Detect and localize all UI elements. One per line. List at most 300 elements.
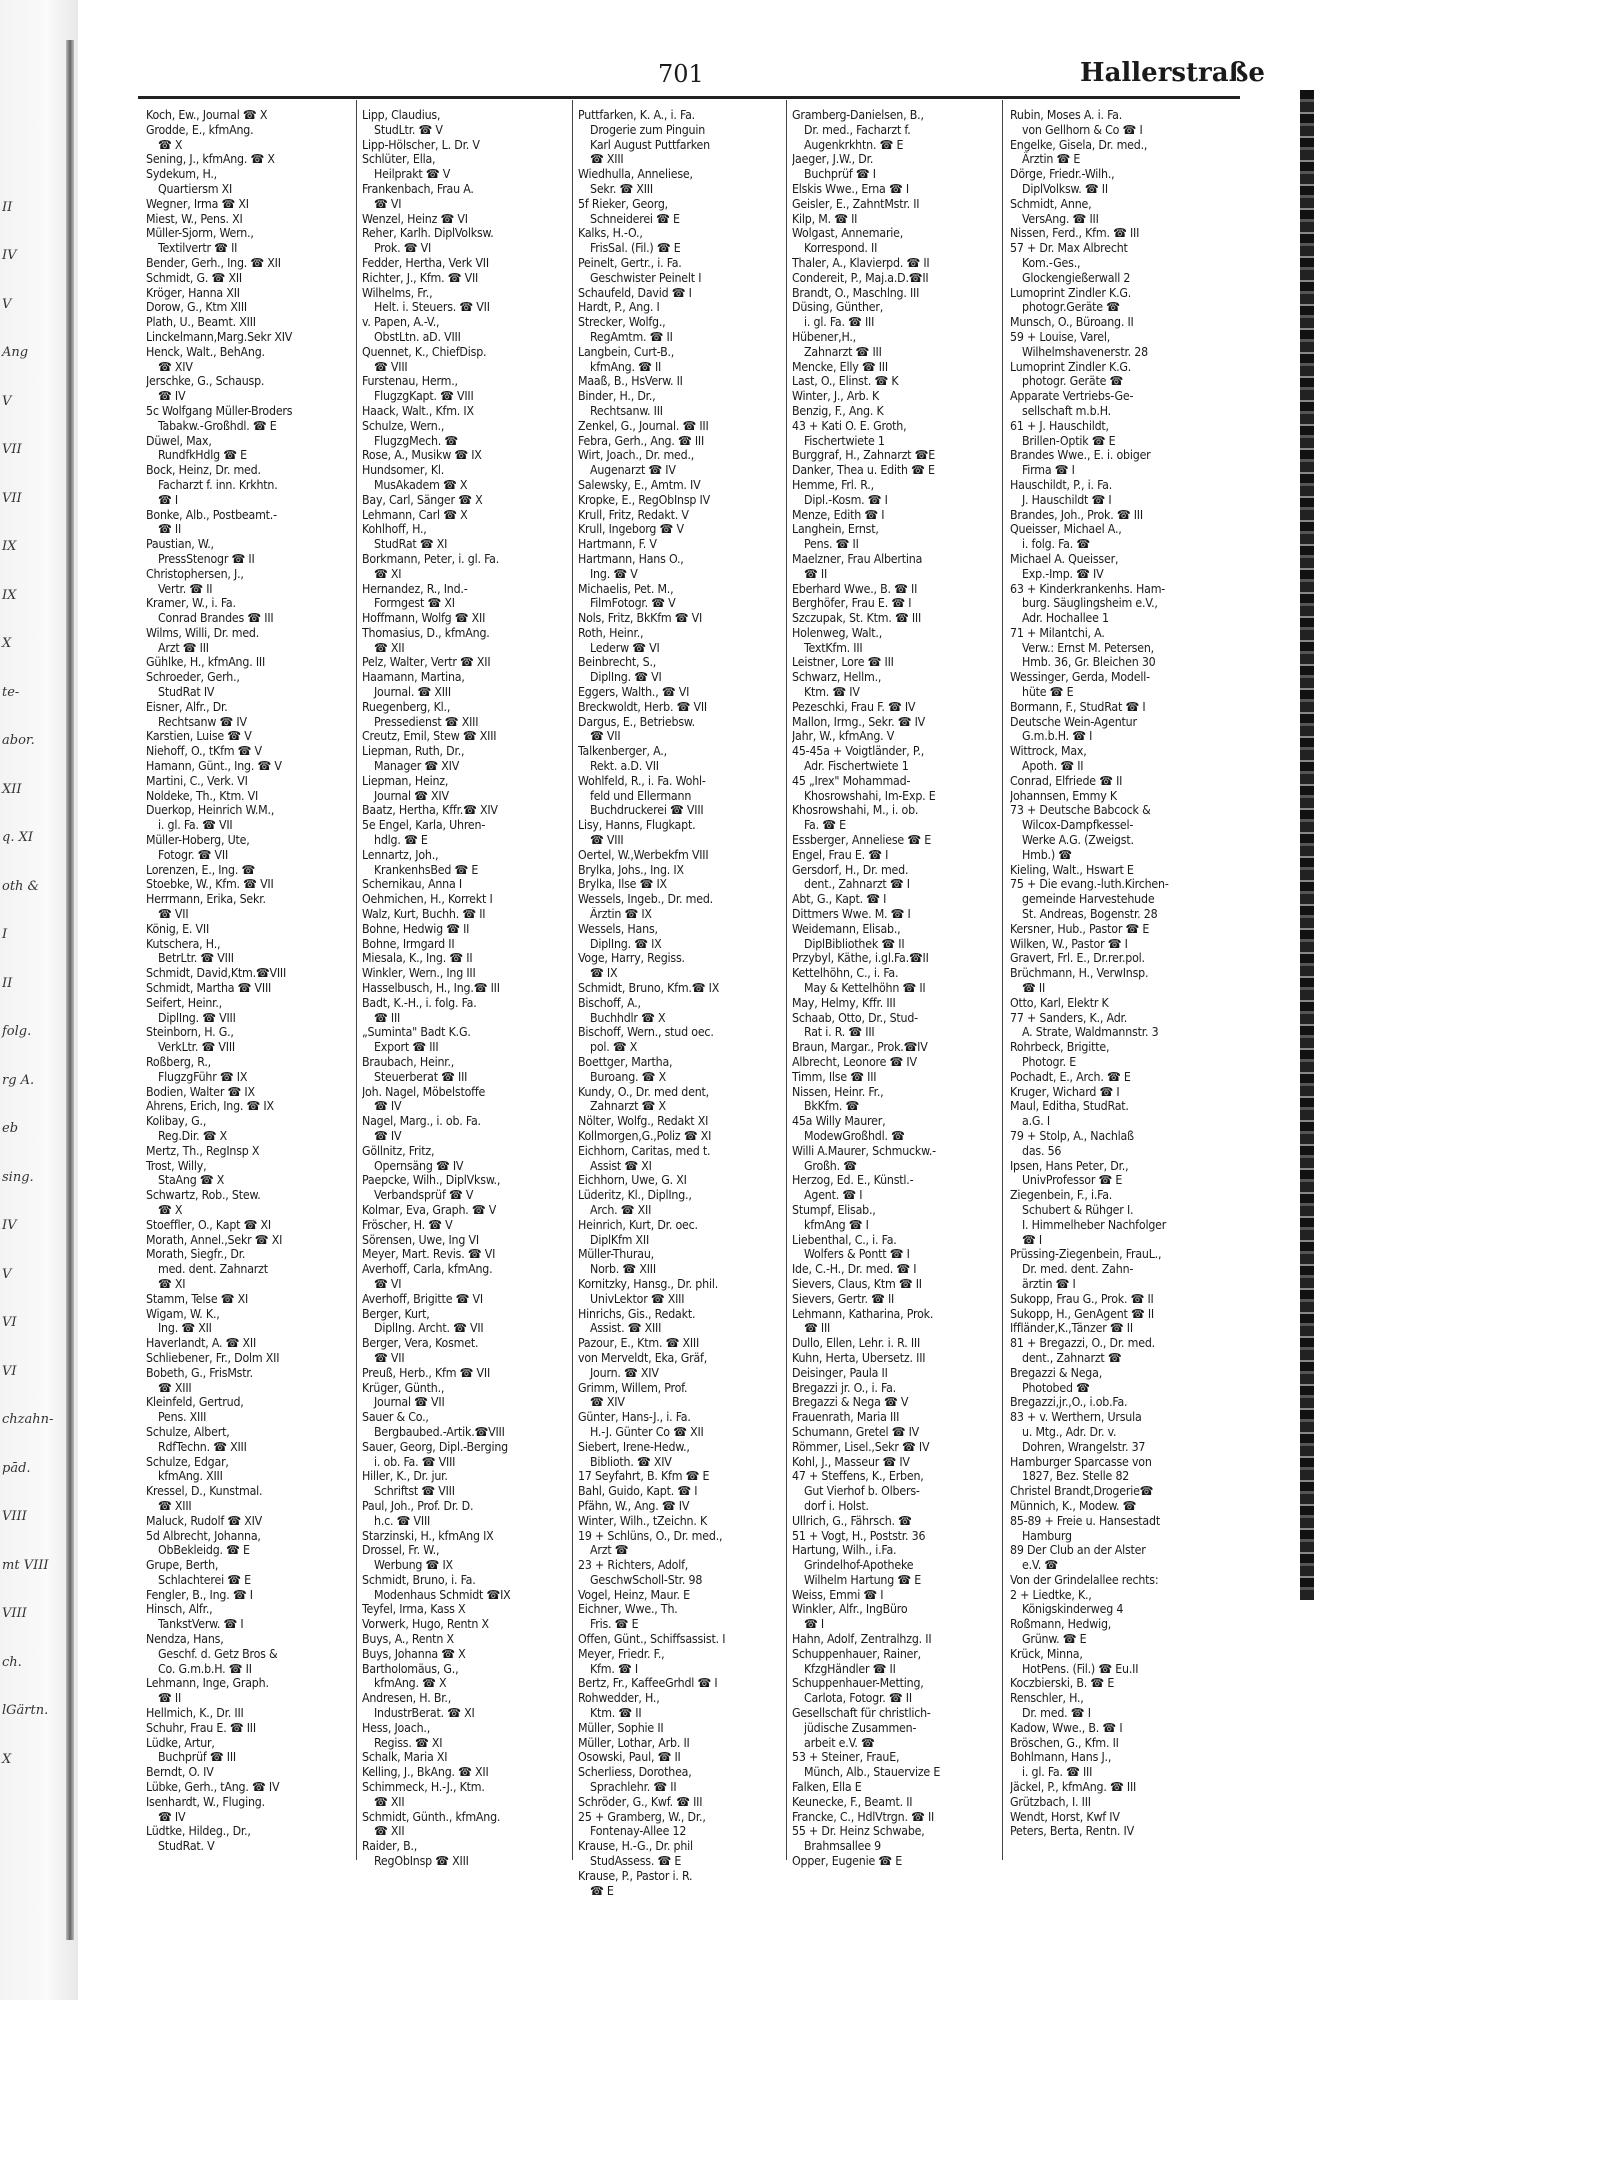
directory-entry: Jäckel, P., kfmAng. ☎ III xyxy=(1010,1780,1137,1795)
previous-page-fragment: lGärtn. xyxy=(2,1703,49,1719)
directory-entry: Benzig, F., Ang. K xyxy=(792,403,884,418)
directory-entry: 89 Der Club an der Alster xyxy=(1010,1543,1146,1558)
directory-entry: Schaufeld, David ☎ I xyxy=(578,285,692,300)
directory-entry: Seifert, Heinr., xyxy=(146,995,222,1010)
previous-page-fragment: IX xyxy=(2,587,17,603)
previous-page-fragment: rg A. xyxy=(2,1072,35,1088)
directory-entry: Albrecht, Leonore ☎ IV xyxy=(792,1055,917,1069)
directory-entry: Conrad Brandes ☎ III xyxy=(158,611,274,626)
directory-entry: StaAng ☎ X xyxy=(158,1173,225,1188)
directory-entry: 45 „Irex" Mohammad- xyxy=(792,773,911,788)
directory-entry: Haverlandt, A. ☎ XII xyxy=(146,1336,257,1351)
directory-entry: Pochadt, E., Arch. ☎ E xyxy=(1010,1069,1131,1084)
directory-entry: Bregazzi jr. O., i. Fa. xyxy=(792,1380,896,1395)
directory-entry: Ruegenberg, Kl., xyxy=(362,699,451,714)
directory-entry: Dorow, G., Ktm XIII xyxy=(146,300,247,315)
directory-entry: Hmb.) ☎ xyxy=(1022,847,1072,862)
directory-entry: 23 + Richters, Adolf, xyxy=(578,1558,689,1573)
directory-entry: VersAng. ☎ III xyxy=(1022,211,1099,226)
directory-entry: Krull, Ingeborg ☎ V xyxy=(578,522,684,537)
directory-entry: Buchprüf ☎ III xyxy=(158,1750,236,1765)
directory-entry: Plath, U., Beamt. XIII xyxy=(146,315,256,330)
directory-entry: A. Strate, Waldmannstr. 3 xyxy=(1022,1025,1159,1040)
directory-entry: StudAssess. ☎ E xyxy=(590,1854,682,1869)
directory-entry: Ärztin ☎ E xyxy=(1022,152,1081,167)
directory-entry: Bergbaubed.-Artik.☎VIII xyxy=(374,1424,505,1439)
directory-entry: May, Helmy, Kffr. III xyxy=(792,995,896,1010)
directory-entry: Badt, K.-H., i. folg. Fa. xyxy=(362,995,477,1010)
directory-column-5 xyxy=(1010,108,1236,1839)
directory-entry: ☎ IV xyxy=(158,1809,186,1824)
directory-entry: Grünw. ☎ E xyxy=(1022,1632,1087,1647)
directory-entry: Kuhn, Herta, Ubersetz. III xyxy=(792,1350,926,1365)
directory-entry: 5f Rieker, Georg, xyxy=(578,196,668,211)
directory-entry: Kramer, W., i. Fa. xyxy=(146,596,236,611)
directory-entry: Holenweg, Walt., xyxy=(792,625,883,640)
directory-entry: Keunecke, F., Beamt. II xyxy=(792,1794,913,1809)
directory-entry: Morath, Siegfr., Dr. xyxy=(146,1247,246,1262)
directory-entry: Meyer, Friedr. F., xyxy=(578,1646,665,1661)
directory-entry: Timm, Ilse ☎ III xyxy=(792,1069,877,1084)
directory-entry: Rat i. R. ☎ III xyxy=(804,1025,875,1040)
directory-entry: Winkler, Alfr., IngBüro xyxy=(792,1602,908,1617)
directory-entry: MusAkadem ☎ X xyxy=(374,477,468,492)
directory-entry: Sukopp, H., GenAgent ☎ II xyxy=(1010,1306,1154,1321)
directory-entry: Schroeder, Gerh., xyxy=(146,670,240,685)
directory-entry: Koch, Ew., Journal ☎ X xyxy=(146,108,268,122)
directory-entry: Niehoff, O., tKfm ☎ V xyxy=(146,744,262,759)
directory-entry: Khosrowshahi, Im-Exp. E xyxy=(804,788,936,803)
directory-entry: Berndt, O. IV xyxy=(146,1765,214,1780)
directory-entry: Fischertwiete 1 xyxy=(804,433,885,448)
directory-entry: Hiller, K., Dr. jur. xyxy=(362,1469,448,1484)
directory-entry: Rechtsanw ☎ IV xyxy=(158,714,247,729)
directory-entry: Engelke, Gisela, Dr. med., xyxy=(1010,137,1148,152)
directory-entry: ☎ VII xyxy=(158,907,189,922)
directory-entry: Manager ☎ XIV xyxy=(374,759,460,774)
directory-entry: Francke, C., HdlVtrgn. ☎ II xyxy=(792,1809,935,1824)
directory-entry: photogr. Geräte ☎ xyxy=(1022,374,1124,389)
directory-entry: Szczupak, St. Ktm. ☎ III xyxy=(792,611,922,626)
directory-entry: KrankenhsBed ☎ E xyxy=(374,862,479,877)
previous-page-fragment: IV xyxy=(2,1218,17,1234)
directory-entry: Sening, J., kfmAng. ☎ X xyxy=(146,152,275,167)
directory-entry: Prüssing-Ziegenbein, FrauL., xyxy=(1010,1247,1162,1262)
directory-entry: Fris. ☎ E xyxy=(590,1617,639,1632)
directory-entry: Nendza, Hans, xyxy=(146,1632,224,1647)
directory-entry: FlugzgMech. ☎ xyxy=(374,433,458,448)
directory-entry: Journ. ☎ XIV xyxy=(590,1365,659,1380)
directory-entry: Augenkrkhtn. ☎ E xyxy=(804,137,904,152)
directory-entry: Morath, Annel.,Sekr ☎ XI xyxy=(146,1232,283,1247)
directory-entry: Ahrens, Erich, Ing. ☎ IX xyxy=(146,1099,274,1114)
previous-page-fragment: II xyxy=(2,975,13,991)
directory-entry: 83 + v. Werthern, Ursula xyxy=(1010,1410,1142,1425)
directory-entry: BkKfm. ☎ xyxy=(804,1099,860,1114)
directory-entry: „Suminta" Badt K.G. xyxy=(362,1025,471,1040)
directory-entry: Sydekum, H., xyxy=(146,167,217,182)
directory-entry: StudLtr. ☎ V xyxy=(374,122,443,137)
previous-page-fragment: X xyxy=(2,636,12,652)
directory-entry: ☎ IV xyxy=(374,1128,402,1143)
directory-entry: Maluck, Rudolf ☎ XIV xyxy=(146,1513,263,1528)
directory-entry: Kundy, O., Dr. med dent, xyxy=(578,1084,709,1099)
directory-entry: Conrad, Elfriede ☎ II xyxy=(1010,773,1123,788)
previous-page-fragment: II xyxy=(2,200,13,215)
directory-entry: Teyfel, Irma, Kass X xyxy=(362,1602,466,1617)
directory-entry: Bregazzi & Nega ☎ V xyxy=(792,1395,909,1410)
directory-entry: I. Himmelheber Nachfolger xyxy=(1022,1217,1167,1232)
directory-entry: Römmer, Lisel.,Sekr ☎ IV xyxy=(792,1439,930,1454)
directory-entry: Kilp, M. ☎ II xyxy=(792,211,858,226)
directory-entry: Reher, Karlh. DiplVolksw. xyxy=(362,226,494,241)
directory-entry: Hahn, Adolf, Zentralhzg. II xyxy=(792,1632,932,1647)
directory-entry: Sörensen, Uwe, Ing VI xyxy=(362,1232,479,1247)
directory-entry: Hess, Joach., xyxy=(362,1720,431,1735)
directory-entry: Lüdke, Artur, xyxy=(146,1735,215,1750)
directory-entry: Willi A.Maurer, Schmuckw.- xyxy=(792,1143,936,1158)
directory-entry: Stamm, Telse ☎ XI xyxy=(146,1291,249,1306)
directory-entry: Bregazzi,jr.,O., i.ob.Fa. xyxy=(1010,1395,1128,1410)
directory-entry: Paul, Joh., Prof. Dr. D. xyxy=(362,1498,474,1513)
directory-entry: GeschwScholl-Str. 98 xyxy=(590,1572,703,1587)
directory-entry: Pelz, Walter, Vertr ☎ XII xyxy=(362,655,491,670)
directory-entry: Fröscher, H. ☎ V xyxy=(362,1217,453,1232)
directory-entry: Fengler, B., Ing. ☎ I xyxy=(146,1587,253,1602)
directory-entry: Bertz, Fr., KaffeeGrhdl ☎ I xyxy=(578,1676,718,1691)
directory-entry: Langbein, Curt-B., xyxy=(578,344,675,359)
scan-edge-marks xyxy=(1300,90,1314,1600)
directory-entry: Grupe, Berth, xyxy=(146,1558,219,1573)
directory-entry: BetrLtr. ☎ VIII xyxy=(158,951,234,966)
directory-entry: Bröschen, G., Kfm. II xyxy=(1010,1735,1119,1750)
directory-entry: UnivLektor ☎ XIII xyxy=(590,1291,685,1306)
directory-entry: Herzog, Ed. E., Künstl.- xyxy=(792,1173,914,1188)
directory-entry: Winter, J., Arb. K xyxy=(792,389,880,404)
directory-entry: DiplIng. ☎ VI xyxy=(590,670,662,685)
directory-entry: jüdische Zusammen- xyxy=(804,1720,917,1735)
previous-page-fragment: sing. xyxy=(2,1169,34,1185)
directory-entry: Brahmsallee 9 xyxy=(804,1839,881,1854)
directory-entry: Ktm. ☎ II xyxy=(590,1706,642,1721)
directory-entry: ☎ XIII xyxy=(158,1498,192,1513)
directory-entry: kfmAng. ☎ II xyxy=(590,359,662,374)
directory-entry: Schernikau, Anna I xyxy=(362,877,462,892)
directory-entry: ärztin ☎ I xyxy=(1022,1276,1076,1291)
directory-entry: Kolibay, G., xyxy=(146,1114,207,1129)
directory-entry: kfmAng ☎ I xyxy=(804,1217,869,1232)
directory-entry: ☎ XIII xyxy=(590,152,624,167)
directory-entry: Ipsen, Hans Peter, Dr., xyxy=(1010,1158,1129,1173)
directory-entry: Buys, Johanna ☎ X xyxy=(362,1646,466,1661)
directory-entry: Munsch, O., Büroang. II xyxy=(1010,315,1134,330)
directory-entry: Schimmeck, H.-J., Ktm. xyxy=(362,1780,485,1795)
directory-entry: Scherliess, Dorothea, xyxy=(578,1765,692,1780)
directory-entry: Furstenau, Herm., xyxy=(362,374,458,389)
directory-entry: Christel Brandt,Drogerie☎ xyxy=(1010,1484,1154,1499)
directory-entry: Abt, G., Kapt. ☎ I xyxy=(792,892,887,907)
directory-entry: Schlachterei ☎ E xyxy=(158,1572,251,1587)
directory-entry: gemeinde Harvestehude xyxy=(1022,892,1155,907)
directory-entry: Brylka, Ilse ☎ IX xyxy=(578,877,667,892)
directory-entry: Kettelhöhn, C., i. Fa. xyxy=(792,966,899,981)
directory-entry: Schliebener, Fr., Dolm XII xyxy=(146,1350,280,1365)
directory-entry: Dullo, Ellen, Lehr. i. R. III xyxy=(792,1336,921,1351)
directory-entry: Regiss. ☎ XI xyxy=(374,1735,443,1750)
directory-entry: IndustrBerat. ☎ XI xyxy=(374,1706,475,1721)
directory-entry: Schuhr, Frau E. ☎ III xyxy=(146,1720,256,1735)
directory-entry: Nölter, Wolfg., Redakt XI xyxy=(578,1114,709,1129)
directory-entry: Engel, Frau E. ☎ I xyxy=(792,847,889,862)
directory-entry: Khosrowshahi, M., i. ob. xyxy=(792,803,919,818)
directory-entry: Hmb. 36, Gr. Bleichen 30 xyxy=(1022,655,1156,670)
directory-entry: sellschaft m.b.H. xyxy=(1022,403,1111,418)
directory-entry: Salewsky, E., Amtm. IV xyxy=(578,477,701,492)
directory-entry: Gühlke, H., kfmAng. III xyxy=(146,655,266,670)
directory-entry: Rubin, Moses A. i. Fa. xyxy=(1010,108,1123,122)
directory-entry: Paustian, W., xyxy=(146,537,214,552)
directory-entry: ☎ IV xyxy=(374,1099,402,1114)
directory-entry: Deisinger, Paula II xyxy=(792,1365,888,1380)
directory-entry: Borkmann, Peter, i. gl. Fa. xyxy=(362,551,500,566)
directory-entry: Zenkel, G., Journal. ☎ III xyxy=(578,418,709,433)
directory-entry: Krause, P., Pastor i. R. xyxy=(578,1868,693,1883)
directory-entry: Augenarzt ☎ IV xyxy=(590,463,676,478)
directory-entry: Maaß, B., HsVerw. II xyxy=(578,374,683,389)
directory-entry: Vorwerk, Hugo, Rentn X xyxy=(362,1617,489,1632)
directory-entry: ☎ IV xyxy=(158,389,186,404)
directory-entry: Grodde, E., kfmAng. xyxy=(146,122,254,137)
directory-entry: Dr. med. dent. Zahn- xyxy=(1022,1262,1134,1277)
directory-entry: Bischoff, A., xyxy=(578,995,641,1010)
directory-entry: Bender, Gerh., Ing. ☎ XII xyxy=(146,255,281,270)
directory-entry: Gut Vierhof b. Olbers- xyxy=(804,1484,920,1499)
directory-entry: Ing. ☎ V xyxy=(590,566,638,581)
directory-entry: med. dent. Zahnarzt xyxy=(158,1262,268,1277)
directory-column-3 xyxy=(578,108,790,1898)
directory-entry: photogr.Geräte ☎ xyxy=(1022,300,1120,315)
directory-entry: Johannsen, Emmy K xyxy=(1010,788,1117,803)
directory-entry: Roßmann, Hedwig, xyxy=(1010,1617,1112,1632)
directory-entry: 17 Seyfahrt, B. Kfm ☎ E xyxy=(578,1469,710,1484)
directory-entry: Müller-Hoberg, Ute, xyxy=(146,833,250,848)
directory-entry: Zahnarzt ☎ X xyxy=(590,1099,666,1114)
directory-entry: v. Papen, A.-V., xyxy=(362,315,440,330)
directory-entry: Michael A. Queisser, xyxy=(1010,551,1119,566)
directory-entry: Meyer, Mart. Revis. ☎ VI xyxy=(362,1247,496,1262)
directory-entry: von Merveldt, Eka, Gräf, xyxy=(578,1350,708,1365)
directory-entry: Bock, Heinz, Dr. med. xyxy=(146,463,261,478)
directory-entry: ☎ III xyxy=(804,1321,831,1336)
previous-page-fragment: mt VIII xyxy=(2,1557,49,1573)
directory-entry: Wessinger, Gerda, Modell- xyxy=(1010,670,1150,685)
directory-entry: Stoebke, W., Kfm. ☎ VII xyxy=(146,877,274,892)
directory-entry: RegObInsp ☎ XIII xyxy=(374,1854,469,1869)
directory-entry: Schulze, Wern., xyxy=(362,418,445,433)
previous-page-fragment: IV xyxy=(2,248,17,264)
directory-entry: FlugzgKapt. ☎ VIII xyxy=(374,389,474,404)
directory-entry: Gesellschaft für christlich- xyxy=(792,1706,931,1721)
directory-entry: Gersdorf, H., Dr. med. xyxy=(792,862,909,877)
directory-entry: Apparate Vertriebs-Ge- xyxy=(1010,389,1134,404)
directory-entry: Quennet, K., ChiefDisp. xyxy=(362,344,487,359)
directory-entry: Christophersen, J., xyxy=(146,566,244,581)
directory-entry: Haamann, Martina, xyxy=(362,670,465,685)
directory-entry: Iffländer,K.,Tänzer ☎ II xyxy=(1010,1321,1133,1336)
directory-entry: Buroang. ☎ X xyxy=(590,1069,666,1084)
directory-entry: FrisSal. (Fil.) ☎ E xyxy=(590,241,681,256)
directory-entry: Ziegenbein, F., i.Fa. xyxy=(1010,1188,1113,1203)
directory-entry: Karstien, Luise ☎ V xyxy=(146,729,252,744)
directory-entry: Trost, Willy, xyxy=(146,1158,207,1173)
directory-entry: Ullrich, G., Fährsch. ☎ xyxy=(792,1513,912,1528)
directory-entry: Dittmers Wwe. M. ☎ I xyxy=(792,907,911,922)
directory-entry: Andresen, H. Br., xyxy=(362,1691,452,1706)
directory-entry: Elskis Wwe., Erna ☎ I xyxy=(792,181,909,196)
directory-entry: Puttfarken, K. A., i. Fa. xyxy=(578,108,695,122)
directory-entry: Lumoprint Zindler K.G. xyxy=(1010,359,1132,374)
directory-entry: Brandes Wwe., E. i. obiger xyxy=(1010,448,1151,463)
directory-entry: Ing. ☎ XII xyxy=(158,1321,212,1336)
directory-entry: Liepman, Ruth, Dr., xyxy=(362,744,465,759)
directory-entry: Kadow, Wwe., B. ☎ I xyxy=(1010,1720,1123,1735)
directory-entry: 5d Albrecht, Johanna, xyxy=(146,1528,261,1543)
directory-entry: Dohren, Wrangelstr. 37 xyxy=(1022,1439,1146,1454)
directory-entry: Linckelmann,Marg.Sekr XIV xyxy=(146,329,293,344)
directory-entry: Brillen-Optik ☎ E xyxy=(1022,433,1116,448)
directory-entry: Pens. ☎ II xyxy=(804,537,859,552)
directory-entry: Sauer, Georg, Dipl.-Berging xyxy=(362,1439,508,1454)
directory-entry: 53 + Steiner, FrauE, xyxy=(792,1750,900,1765)
directory-entry: u. Mtg., Adr. Dr. v. xyxy=(1022,1424,1117,1439)
directory-entry: Michaelis, Pet. M., xyxy=(578,581,674,596)
directory-entry: Buchhdlr ☎ X xyxy=(590,1010,666,1025)
directory-entry: Biblioth. ☎ XIV xyxy=(590,1454,672,1469)
directory-entry: Adr. Fischertwiete 1 xyxy=(804,759,909,774)
directory-entry: ☎ I xyxy=(158,492,178,507)
directory-entry: Weidemann, Elisab., xyxy=(792,921,901,936)
directory-entry: Facharzt f. inn. Krkhtn. xyxy=(158,477,278,492)
directory-entry: hdlg. ☎ E xyxy=(374,833,428,848)
directory-entry: Hemme, Frl. R., xyxy=(792,477,874,492)
directory-entry: 63 + Kinderkrankenhs. Ham- xyxy=(1010,581,1166,596)
directory-entry: Münch, Alb., Stauervize E xyxy=(804,1765,941,1780)
directory-entry: Herrmann, Erika, Sekr. xyxy=(146,892,266,907)
directory-entry: 73 + Deutsche Babcock & xyxy=(1010,803,1151,818)
previous-page-fragment: chzahn- xyxy=(2,1412,54,1428)
directory-entry: Stoeffler, O., Kapt ☎ XI xyxy=(146,1217,271,1232)
directory-entry: 5c Wolfgang Müller-Broders xyxy=(146,403,293,418)
directory-entry: Opper, Eugenie ☎ E xyxy=(792,1854,903,1869)
directory-entry: Essberger, Anneliese ☎ E xyxy=(792,833,932,848)
directory-entry: StudRat IV xyxy=(158,685,215,700)
directory-entry: Schulze, Albert, xyxy=(146,1424,230,1439)
directory-entry: Last, O., Elinst. ☎ K xyxy=(792,374,899,389)
directory-entry: Wenzel, Heinz ☎ VI xyxy=(362,211,468,226)
directory-entry: ☎ XIII xyxy=(158,1380,192,1395)
directory-entry: Hübener,H., xyxy=(792,329,856,344)
directory-entry: Jerschke, G., Schausp. xyxy=(146,374,265,389)
directory-entry: 2 + Liedtke, K., xyxy=(1010,1587,1092,1602)
directory-entry: Bay, Carl, Sänger ☎ X xyxy=(362,492,483,507)
previous-page-fragment: ch. xyxy=(2,1654,22,1670)
previous-page-fragment: VII xyxy=(2,490,22,506)
previous-page-fragment: abor. xyxy=(2,733,35,749)
directory-entry: Agent. ☎ I xyxy=(804,1188,863,1203)
directory-entry: ☎ VIII xyxy=(590,833,624,848)
directory-entry: Kohlhoff, H., xyxy=(362,522,427,537)
directory-entry: Braubach, Heinr., xyxy=(362,1055,455,1069)
directory-entry: Lipp, Claudius, xyxy=(362,108,441,122)
directory-entry: Bodien, Walter ☎ IX xyxy=(146,1084,255,1099)
directory-entry: Adr. Hochallee 1 xyxy=(1022,611,1109,626)
directory-entry: Przybyl, Käthe, i.gl.Fa.☎II xyxy=(792,951,929,966)
directory-entry: Lederw ☎ VI xyxy=(590,640,660,655)
directory-entry: Jahr, W., kfmAng. V xyxy=(792,729,895,744)
directory-entry: Arch. ☎ XII xyxy=(590,1202,652,1217)
directory-entry: Schumann, Gretel ☎ IV xyxy=(792,1424,920,1439)
directory-entry: Offen, Günt., Schiffsassist. I xyxy=(578,1632,726,1647)
directory-entry: Langhein, Ernst, xyxy=(792,522,879,537)
directory-entry: ModewGroßhdl. ☎ xyxy=(804,1128,905,1143)
directory-entry: Kornitzky, Hansg., Dr. phil. xyxy=(578,1276,719,1291)
directory-entry: i. folg. Fa. ☎ xyxy=(1022,537,1090,552)
directory-entry: Strecker, Wolfg., xyxy=(578,315,666,330)
previous-page-fragment: VII xyxy=(2,442,22,458)
directory-entry: Fedder, Hertha, Verk VII xyxy=(362,255,489,270)
directory-entry: 1827, Bez. Stelle 82 xyxy=(1022,1469,1130,1484)
directory-entry: DiplBibliothek ☎ II xyxy=(804,936,905,951)
directory-entry: Exp.-Imp. ☎ IV xyxy=(1022,566,1104,581)
directory-entry: Danker, Thea u. Edith ☎ E xyxy=(792,463,935,478)
directory-entry: Rohwedder, H., xyxy=(578,1691,660,1706)
directory-entry: Berghöfer, Frau E. ☎ I xyxy=(792,596,912,611)
directory-entry: May & Kettelhöhn ☎ II xyxy=(804,981,926,996)
previous-page-fragment: pād. xyxy=(2,1460,31,1476)
directory-entry: Hellmich, K., Dr. III xyxy=(146,1706,244,1721)
directory-entry: Baatz, Hertha, Kffr.☎ XIV xyxy=(362,803,498,818)
directory-entry: Hamburg xyxy=(1022,1528,1072,1543)
directory-entry: Wendt, Horst, Kwf IV xyxy=(1010,1809,1120,1824)
directory-entry: Verbandsprüf ☎ V xyxy=(374,1188,474,1203)
directory-entry: Müller-Thurau, xyxy=(578,1247,654,1262)
previous-page-fragment: eb xyxy=(2,1121,19,1137)
directory-entry: Krück, Minna, xyxy=(1010,1646,1083,1661)
previous-page-fragment: IX xyxy=(2,539,17,555)
directory-entry: Hoffmann, Wolfg ☎ XII xyxy=(362,611,486,626)
directory-entry: Mallon, Irmg., Sekr. ☎ IV xyxy=(792,714,926,729)
directory-entry: Zahnarzt ☎ III xyxy=(804,344,882,359)
directory-entry: ☎ IX xyxy=(590,966,618,981)
previous-page-fragment: V xyxy=(2,1266,12,1282)
directory-entry: Wohlfeld, R., i. Fa. Wohl- xyxy=(578,773,706,788)
directory-entry: ☎ II xyxy=(804,566,828,581)
directory-entry: Sprachlehr. ☎ II xyxy=(590,1780,677,1795)
directory-entry: Göllnitz, Fritz, xyxy=(362,1143,435,1158)
directory-entry: ☎ XII xyxy=(374,1824,405,1839)
directory-entry: Dr. med., Facharzt f. xyxy=(804,122,911,137)
directory-entry: Nissen, Ferd., Kfm. ☎ III xyxy=(1010,226,1140,241)
directory-entry: Dipl.-Kosm. ☎ I xyxy=(804,492,888,507)
directory-entry: Hasselbusch, H., Ing.☎ III xyxy=(362,981,500,996)
directory-entry: RegAmtm. ☎ II xyxy=(590,329,673,344)
directory-entry: Eggers, Walth., ☎ VI xyxy=(578,685,690,700)
directory-entry: Lüderitz, Kl., DiplIng., xyxy=(578,1188,692,1203)
directory-entry: Paepcke, Wilh., DiplVksw., xyxy=(362,1173,501,1188)
directory-entry: Wiedhulla, Anneliese, xyxy=(578,167,693,182)
directory-entry: Krull, Fritz, Redakt. V xyxy=(578,507,689,522)
directory-entry: PressStenogr ☎ II xyxy=(158,551,255,566)
